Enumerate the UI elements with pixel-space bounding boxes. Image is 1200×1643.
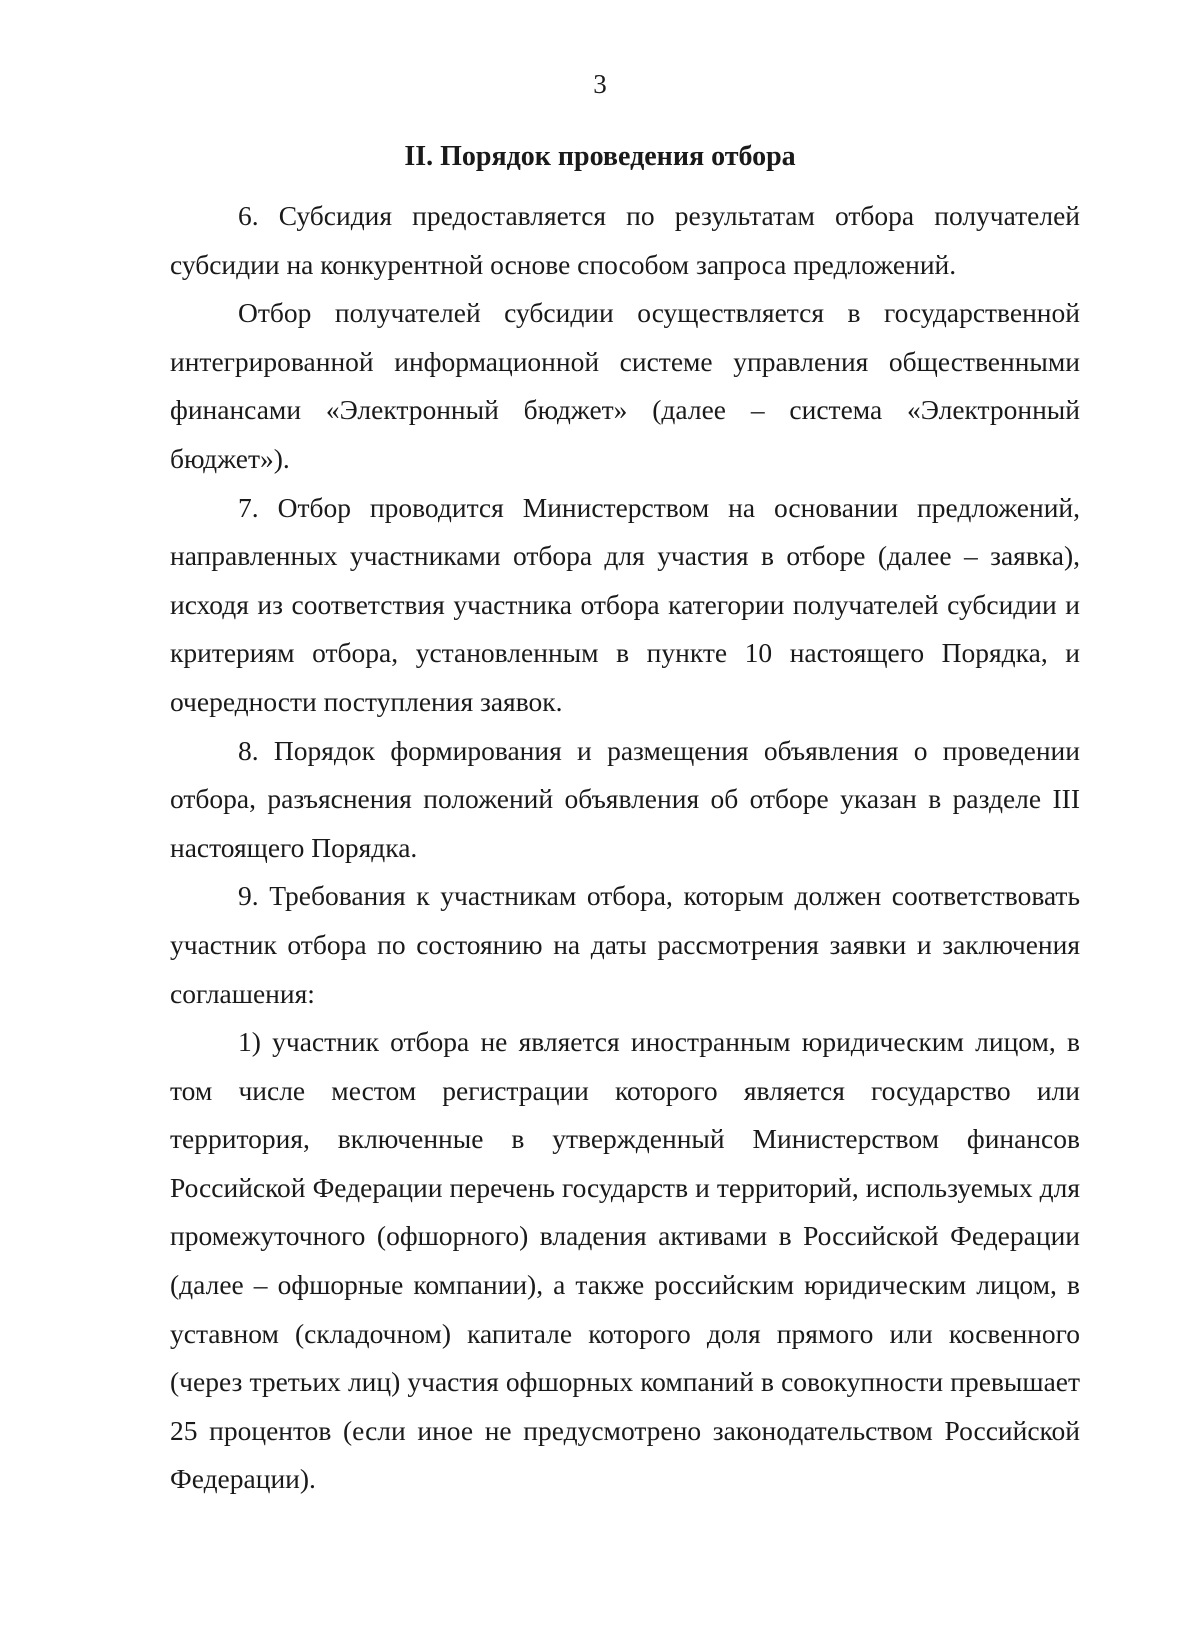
section-heading: II. Порядок проведения отбора [404,141,796,172]
page-number: 3 [593,69,607,99]
paragraph-8: 8. Порядок формирования и размещения объявления о проведении отбора, разъяснения положений объявления об отборе указан в разделе III настоящего Порядка. [170,734,1080,863]
paragraph-6-selection: Отбор получателей субсидии осуществляется в государственной интегрированной информационной системе управления общественными финансами «Электронный бюджет» (далее – система «Электронный бюджет»). [170,297,1080,474]
paragraph-9: 9. Требования к участникам отбора, которым должен соответствовать участник отбора по состоянию на даты рассмотрения заявки и заключения соглашения: [170,880,1080,1009]
document-body [170,192,1080,1504]
paragraph-9-item-1: 1) участник отбора не является иностранным юридическим лицом, в том числе местом регистрации которого является государство или территория, включенные в утвержденный Министерством финансов Российской Федерации перечень государств и территорий, используемых для промежуточного (офшорного) владения активами в Российской Федерации (далее – офшорные компании), а также российским юридическим лицом, в уставном (складочном) капитале которого доля прямого или косвенного (через третьих лиц) участия офшорных компаний в совокупности превышает 25 процентов (если иное не предусмотрено законодательством Российской Федерации). [170,1026,1080,1495]
paragraph-7: 7. Отбор проводится Министерством на основании предложений, направленных участниками отбора для участия в отборе (далее – заявка), исходя из соответствия участника отбора категории получателей субсидии и критериям отбора, установленным в пункте 10 настоящего Порядка, и очередности поступления заявок. [170,491,1080,717]
paragraph-6: 6. Субсидия предоставляется по результатам отбора получателей субсидии на конкурентной основе способом запроса предложений. [170,200,1080,280]
